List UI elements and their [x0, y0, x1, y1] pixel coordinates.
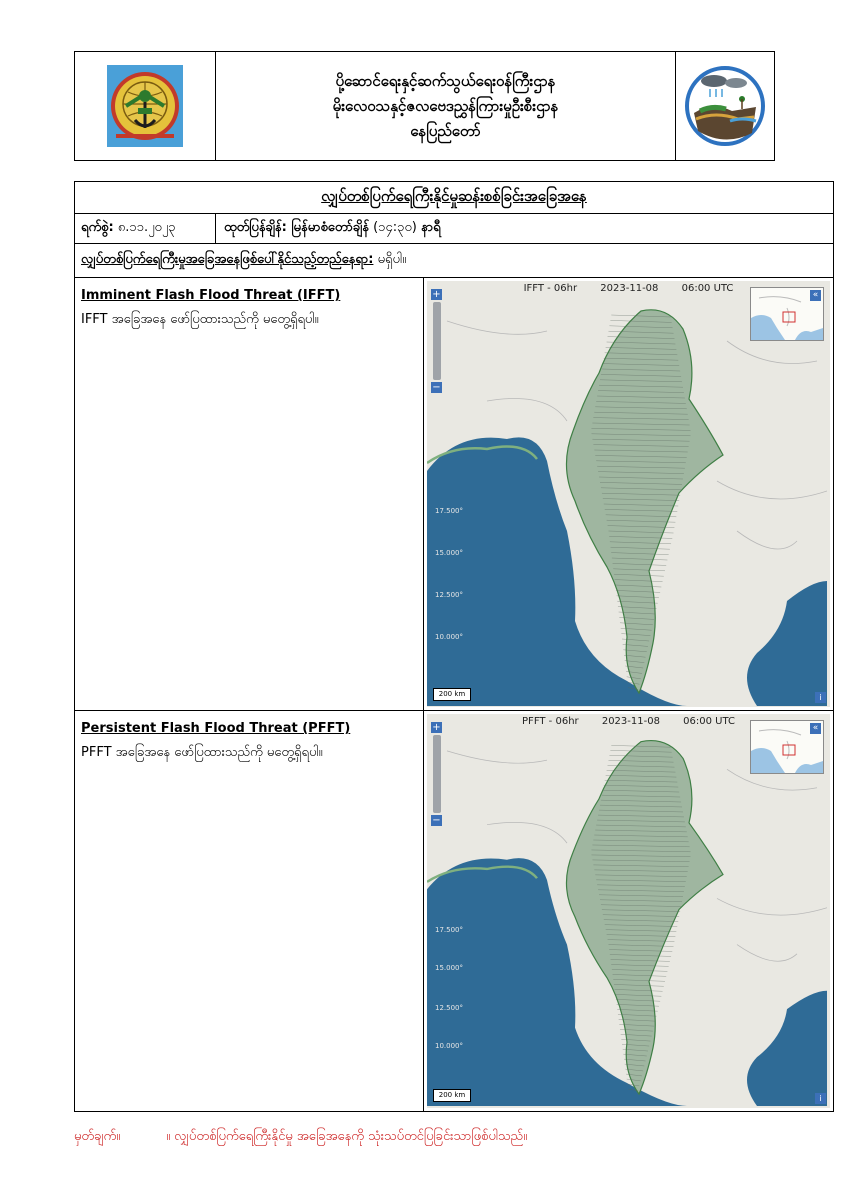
zoom-out-button[interactable]: − — [432, 382, 441, 393]
location-value: မရှိပါ။ — [377, 252, 407, 267]
lat-label: 10.000° — [435, 1042, 463, 1050]
document-header — [74, 51, 775, 161]
ifft-map[interactable] — [427, 281, 830, 707]
date-value: ၈.၁၁.၂၀၂၃ — [117, 220, 176, 235]
ifft-map-cell — [424, 278, 833, 710]
ifft-map-product: IFFT - 06hr — [523, 283, 578, 294]
zoom-out-button[interactable]: − — [432, 815, 441, 826]
note-text: ။ လျှပ်တစ်ပြက်ရေကြီးနိုင်မှု အခြေအနေကို သုံးသပ်တင်ပြခြင်းသာဖြစ်ပါသည်။ — [166, 1129, 528, 1144]
ifft-heading: Imminent Flash Flood Threat (IFFT) — [81, 288, 341, 303]
hydromet-logo-cell — [675, 52, 774, 160]
info-button[interactable]: i — [815, 692, 826, 703]
pfft-map-cell — [424, 711, 833, 1111]
lat-label: 15.000° — [435, 964, 463, 972]
pfft-map[interactable] — [427, 714, 830, 1108]
ministry-logo-cell — [75, 52, 216, 160]
ministry-emblem-icon — [106, 64, 184, 148]
pfft-map-product: PFFT - 06hr — [522, 716, 579, 727]
scale-bar: 200 km — [433, 1089, 471, 1102]
ifft-map-time: 06:00 UTC — [681, 283, 734, 294]
overview-toggle-button[interactable]: « — [810, 723, 821, 734]
city-name: နေပြည်တော် — [410, 122, 481, 140]
ifft-text-cell — [75, 278, 424, 710]
date-label: ရက်စွဲ: — [81, 220, 114, 235]
footer-note — [74, 1128, 774, 1147]
pfft-heading: Persistent Flash Flood Threat (PFFT) — [81, 721, 351, 736]
zoom-slider[interactable] — [433, 735, 441, 813]
assessment-table — [74, 181, 834, 1112]
lat-label: 10.000° — [435, 633, 463, 641]
pfft-overview-map[interactable] — [750, 720, 824, 774]
pfft-status-text: PFFT အခြေအနေ ဖော်ပြထားသည်ကို မတွေ့ရှိရပါ။ — [81, 745, 323, 760]
ifft-zoom-control — [431, 289, 443, 393]
location-row — [75, 244, 833, 278]
lat-label: 12.500° — [435, 591, 463, 599]
note-label: မှတ်ချက်။ — [74, 1129, 121, 1144]
table-title-row — [75, 182, 833, 214]
department-name: မိုးလေဝသနှင့်ဇလဗေဒညွှန်ကြားမှုဦးစီးဌာန — [332, 97, 559, 115]
date-cell — [75, 214, 216, 243]
pfft-section — [75, 711, 833, 1111]
ifft-section — [75, 278, 833, 711]
ifft-map-date: 2023-11-08 — [600, 283, 659, 294]
ifft-status-text: IFFT အခြေအနေ ဖော်ပြထားသည်ကို မတွေ့ရှိရပါ။ — [81, 312, 319, 327]
zoom-in-button[interactable]: + — [432, 722, 441, 733]
lat-label: 17.500° — [435, 926, 463, 934]
lat-label: 12.500° — [435, 1004, 463, 1012]
zoom-slider[interactable] — [433, 302, 441, 380]
pfft-zoom-control — [431, 722, 443, 826]
issue-suffix: နာရီ — [421, 220, 441, 235]
pfft-text-cell — [75, 711, 424, 1111]
scale-bar: 200 km — [433, 688, 471, 701]
report-title: လျှပ်တစ်ပြက်ရေကြီးနိုင်မှုဆန်းစစ်ခြင်းအခြေအနေ — [321, 186, 587, 205]
ministry-name: ပို့ဆောင်ရေးနှင့်ဆက်သွယ်ရေးဝန်ကြီးဌာန — [335, 72, 556, 90]
lat-label: 15.000° — [435, 549, 463, 557]
location-label: လျှပ်တစ်ပြက်ရေကြီးမှုအခြေအနေဖြစ်ပေါ်နိုင်သည့်တည်နေရာ: — [81, 252, 374, 267]
pfft-map-date: 2023-11-08 — [601, 716, 660, 727]
date-row — [75, 214, 833, 244]
issue-time-cell — [216, 214, 833, 243]
ifft-overview-map[interactable] — [750, 287, 824, 341]
header-titles — [216, 52, 675, 160]
issue-time: (၁၄:၃၀) — [373, 220, 417, 235]
zoom-in-button[interactable]: + — [432, 289, 441, 300]
lat-label: 17.500° — [435, 507, 463, 515]
water-cycle-logo-icon — [682, 63, 768, 149]
info-button[interactable]: i — [815, 1093, 826, 1104]
pfft-map-time: 06:00 UTC — [683, 716, 735, 727]
ifft-map-graphic — [427, 281, 827, 706]
issue-label: ထုတ်ပြန်ချိန်: မြန်မာစံတော်ချိန် — [224, 220, 369, 235]
overview-toggle-button[interactable]: « — [810, 290, 821, 301]
